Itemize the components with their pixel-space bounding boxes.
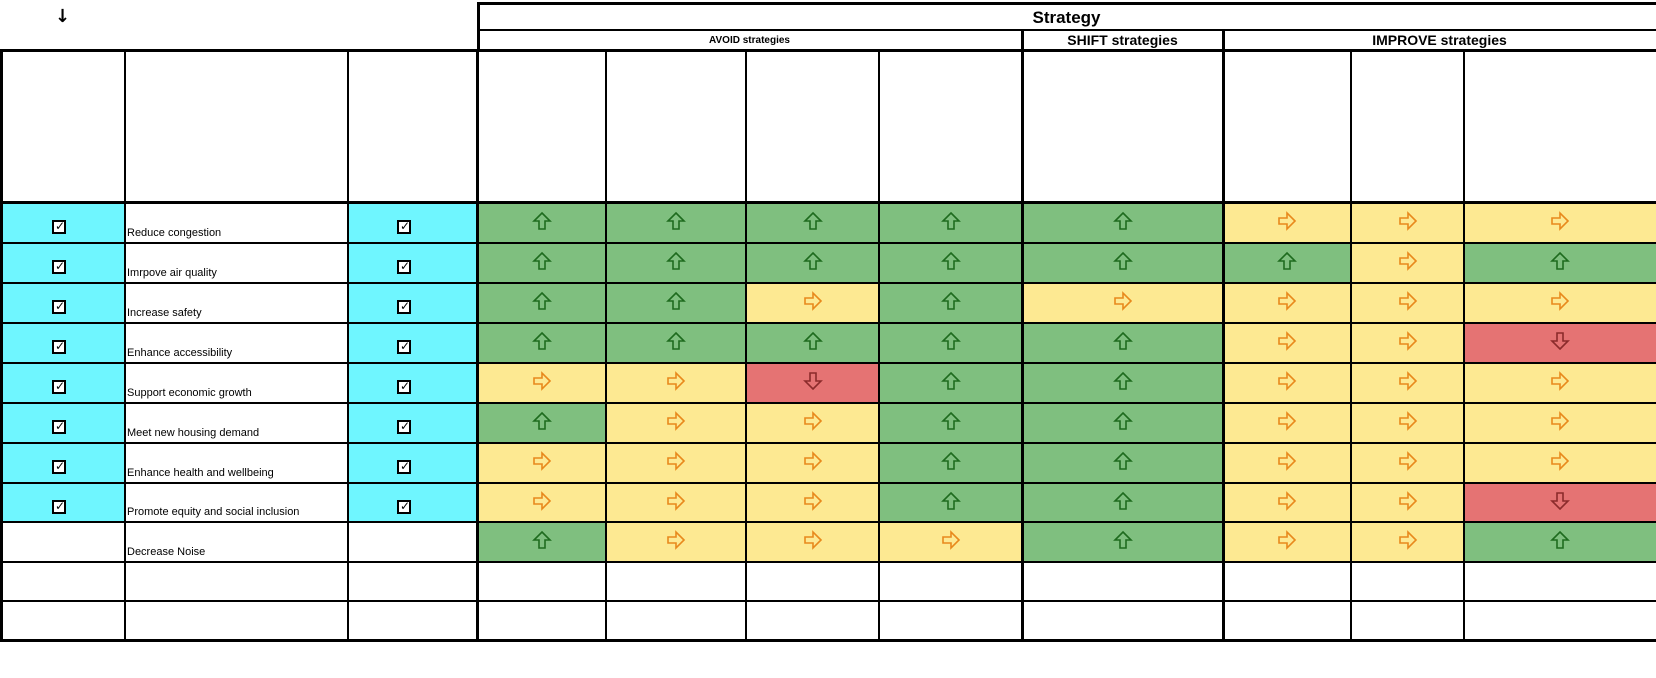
- impact-cell[interactable]: [879, 522, 1022, 562]
- strategy-group-header: AVOID strategies: [709, 35, 790, 46]
- objective-label[interactable]: Decrease Noise: [127, 546, 206, 558]
- objective-label[interactable]: Reduce congestion: [127, 227, 222, 239]
- objective-label[interactable]: Enhance health and wellbeing: [127, 467, 274, 479]
- impact-cell[interactable]: [1223, 403, 1351, 443]
- impact-cell[interactable]: [746, 363, 879, 403]
- impact-cell[interactable]: [1022, 522, 1223, 562]
- grid-line: [1222, 29, 1225, 50]
- strategy-group-header: IMPROVE strategies: [1372, 32, 1507, 48]
- impact-cell[interactable]: [477, 522, 606, 562]
- impact-cell-empty[interactable]: [879, 601, 1022, 640]
- arrow-up-icon: [666, 331, 686, 356]
- arrow-up-icon: [941, 451, 961, 476]
- grid-line: [0, 49, 1656, 52]
- grid-line: [124, 51, 126, 641]
- objective-label[interactable]: Support economic growth: [127, 387, 252, 399]
- impact-cell[interactable]: [606, 323, 746, 363]
- impact-cell[interactable]: [746, 243, 879, 283]
- arrow-up-icon: [1113, 251, 1133, 276]
- impact-cell[interactable]: [606, 203, 746, 243]
- arrow-right-icon: [803, 530, 823, 555]
- arrow-up-icon: [941, 211, 961, 236]
- impact-cell-empty[interactable]: [879, 562, 1022, 601]
- arrow-right-icon: [1277, 530, 1297, 555]
- check-mark: ✓: [55, 379, 66, 393]
- checkbox-icon[interactable]: [52, 300, 66, 314]
- arrow-right-icon: [666, 530, 686, 555]
- arrow-right-icon: [803, 411, 823, 436]
- impact-cell-empty[interactable]: [477, 601, 606, 640]
- arrow-up-icon: [803, 331, 823, 356]
- impact-cell[interactable]: [1464, 443, 1656, 483]
- impact-cell[interactable]: [477, 323, 606, 363]
- impact-cell[interactable]: [606, 443, 746, 483]
- checkbox-icon[interactable]: [52, 340, 66, 354]
- grid-line: [347, 51, 349, 641]
- impact-cell[interactable]: [1223, 203, 1351, 243]
- impact-cell[interactable]: [1351, 243, 1464, 283]
- arrow-right-icon: [803, 491, 823, 516]
- impact-cell[interactable]: [606, 522, 746, 562]
- impact-cell[interactable]: [879, 403, 1022, 443]
- arrow-up-icon: [1113, 451, 1133, 476]
- arrow-right-icon: [1277, 451, 1297, 476]
- arrow-right-icon: [666, 411, 686, 436]
- arrow-right-icon: [1398, 331, 1418, 356]
- impact-cell[interactable]: [746, 522, 879, 562]
- arrow-right-icon: [1550, 291, 1570, 316]
- check-mark: ✓: [55, 339, 66, 353]
- arrow-up-icon: [1113, 530, 1133, 555]
- strategy-title: Strategy: [1032, 8, 1101, 27]
- impact-cell[interactable]: [1223, 522, 1351, 562]
- impact-cell[interactable]: [606, 243, 746, 283]
- arrow-up-icon: [532, 291, 552, 316]
- impact-cell[interactable]: [1022, 483, 1223, 522]
- arrow-right-icon: [1277, 371, 1297, 396]
- check-mark: ✓: [55, 459, 66, 473]
- impact-cell-empty[interactable]: [1464, 601, 1656, 640]
- grid-line: [1463, 51, 1465, 641]
- grid-line: [477, 2, 1656, 5]
- impact-cell-empty[interactable]: [746, 562, 879, 601]
- impact-cell[interactable]: [606, 363, 746, 403]
- arrow-right-icon: [532, 371, 552, 396]
- impact-cell-empty[interactable]: [1351, 601, 1464, 640]
- impact-cell[interactable]: [1464, 243, 1656, 283]
- arrow-right-icon: [1398, 371, 1418, 396]
- impact-cell[interactable]: [1223, 483, 1351, 522]
- grid-line: [0, 482, 1656, 484]
- arrow-right-icon: [1550, 451, 1570, 476]
- arrow-right-icon: [532, 491, 552, 516]
- arrow-up-icon: [666, 291, 686, 316]
- impact-cell[interactable]: [1351, 363, 1464, 403]
- objective-label[interactable]: Imrpove air quality: [127, 267, 217, 279]
- check-mark: ✓: [55, 259, 66, 273]
- grid-line: [0, 521, 1656, 523]
- impact-cell[interactable]: [477, 203, 606, 243]
- impact-cell[interactable]: [606, 483, 746, 522]
- impact-cell[interactable]: [1351, 483, 1464, 522]
- impact-cell[interactable]: [477, 243, 606, 283]
- checkbox-icon[interactable]: [397, 500, 411, 514]
- tick-default-cell[interactable]: [347, 363, 477, 403]
- impact-cell[interactable]: [1464, 323, 1656, 363]
- strategy-group-header: SHIFT strategies: [1067, 32, 1178, 48]
- impact-cell[interactable]: [1464, 522, 1656, 562]
- impact-cell[interactable]: [1464, 363, 1656, 403]
- tick-default-cell[interactable]: [347, 203, 477, 243]
- checkbox-icon[interactable]: [397, 260, 411, 274]
- arrow-down-icon: [1550, 491, 1570, 516]
- impact-cell[interactable]: [1351, 522, 1464, 562]
- impact-cell[interactable]: [1223, 443, 1351, 483]
- arrow-up-icon: [1277, 251, 1297, 276]
- arrow-down-icon: ↓: [55, 6, 71, 27]
- check-mark: ✓: [55, 219, 66, 233]
- grid-line: [0, 442, 1656, 444]
- grid-line: [878, 51, 880, 641]
- grid-line: [0, 51, 3, 641]
- grid-line: [0, 201, 1656, 204]
- arrow-right-icon: [1550, 411, 1570, 436]
- checkbox-icon[interactable]: [52, 220, 66, 234]
- arrow-right-icon: [1398, 530, 1418, 555]
- impact-cell-empty[interactable]: [1022, 601, 1223, 640]
- impact-cell[interactable]: [746, 443, 879, 483]
- impact-cell[interactable]: [1351, 443, 1464, 483]
- impact-cell[interactable]: [1223, 323, 1351, 363]
- impact-cell[interactable]: [1022, 203, 1223, 243]
- checkbox-icon[interactable]: [52, 420, 66, 434]
- check-mark: ✓: [55, 419, 66, 433]
- impact-cell[interactable]: [1022, 443, 1223, 483]
- checkbox-icon[interactable]: [52, 460, 66, 474]
- tick-default-cell[interactable]: [347, 323, 477, 363]
- grid-line: [0, 639, 1656, 642]
- grid-line: [1021, 51, 1024, 641]
- impact-cell[interactable]: [746, 483, 879, 522]
- grid-line: [477, 2, 480, 50]
- arrow-up-icon: [803, 211, 823, 236]
- arrow-right-icon: [666, 491, 686, 516]
- grid-line: [477, 29, 1656, 31]
- arrow-up-icon: [532, 530, 552, 555]
- impact-cell[interactable]: [746, 283, 879, 323]
- arrow-right-icon: [1550, 371, 1570, 396]
- arrow-up-icon: [803, 251, 823, 276]
- grid-line: [0, 282, 1656, 284]
- impact-cell[interactable]: [606, 403, 746, 443]
- arrow-up-icon: [941, 331, 961, 356]
- checkbox-icon[interactable]: [52, 380, 66, 394]
- arrow-right-icon: [1398, 491, 1418, 516]
- impact-cell[interactable]: [879, 283, 1022, 323]
- objective-label[interactable]: Increase safety: [127, 307, 202, 319]
- impact-cell[interactable]: [1022, 363, 1223, 403]
- check-mark: ✓: [400, 299, 411, 313]
- check-mark: ✓: [55, 299, 66, 313]
- arrow-down-icon: [1550, 331, 1570, 356]
- impact-cell[interactable]: [1464, 283, 1656, 323]
- check-mark: ✓: [55, 499, 66, 513]
- impact-cell-empty[interactable]: [606, 601, 746, 640]
- arrow-right-icon: [1398, 211, 1418, 236]
- arrow-right-icon: [941, 530, 961, 555]
- arrow-up-icon: [1113, 491, 1133, 516]
- arrow-up-icon: [941, 491, 961, 516]
- impact-cell-empty[interactable]: [1464, 562, 1656, 601]
- arrow-up-icon: [1113, 331, 1133, 356]
- arrow-right-icon: [1277, 491, 1297, 516]
- impact-cell[interactable]: [879, 203, 1022, 243]
- impact-cell[interactable]: [477, 363, 606, 403]
- tick-default-cell[interactable]: [347, 483, 477, 522]
- arrow-up-icon: [941, 291, 961, 316]
- check-mark: ✓: [400, 419, 411, 433]
- impact-cell[interactable]: [1351, 203, 1464, 243]
- arrow-up-icon: [532, 331, 552, 356]
- impact-cell[interactable]: [1351, 403, 1464, 443]
- objective-label[interactable]: Promote equity and social inclusion: [127, 506, 300, 518]
- impact-cell[interactable]: [879, 483, 1022, 522]
- tick-default-cell[interactable]: [347, 283, 477, 323]
- arrow-right-icon: [1398, 451, 1418, 476]
- impact-cell[interactable]: [879, 443, 1022, 483]
- impact-cell[interactable]: [477, 403, 606, 443]
- arrow-right-icon: [1398, 411, 1418, 436]
- impact-cell[interactable]: [1022, 243, 1223, 283]
- arrow-right-icon: [1277, 211, 1297, 236]
- tick-default-cell[interactable]: [347, 443, 477, 483]
- checkbox-icon[interactable]: [397, 340, 411, 354]
- arrow-right-icon: [666, 371, 686, 396]
- impact-cell[interactable]: [1223, 363, 1351, 403]
- impact-cell[interactable]: [746, 323, 879, 363]
- arrow-up-icon: [1113, 411, 1133, 436]
- objective-label[interactable]: Meet new housing demand: [127, 427, 260, 439]
- grid-line: [0, 402, 1656, 404]
- impact-cell[interactable]: [1022, 323, 1223, 363]
- arrow-up-icon: [532, 411, 552, 436]
- grid-line: [1021, 29, 1024, 50]
- impact-cell[interactable]: [879, 323, 1022, 363]
- impact-cell[interactable]: [606, 283, 746, 323]
- objective-label[interactable]: Enhance accessibility: [127, 347, 233, 359]
- arrow-up-icon: [941, 371, 961, 396]
- check-mark: ✓: [400, 339, 411, 353]
- checkbox-icon[interactable]: [397, 460, 411, 474]
- impact-cell[interactable]: [1464, 403, 1656, 443]
- arrow-right-icon: [666, 451, 686, 476]
- arrow-up-icon: [1550, 530, 1570, 555]
- checkbox-icon[interactable]: [397, 420, 411, 434]
- arrow-up-icon: [666, 251, 686, 276]
- impact-cell[interactable]: [879, 363, 1022, 403]
- grid-line: [476, 51, 479, 641]
- arrow-up-icon: [941, 411, 961, 436]
- impact-cell-empty[interactable]: [1351, 562, 1464, 601]
- arrow-right-icon: [1398, 251, 1418, 276]
- check-mark: ✓: [400, 379, 411, 393]
- checkbox-icon[interactable]: [397, 380, 411, 394]
- impact-cell-empty[interactable]: [606, 562, 746, 601]
- impact-cell[interactable]: [879, 243, 1022, 283]
- impact-cell[interactable]: [1022, 403, 1223, 443]
- impact-cell[interactable]: [477, 283, 606, 323]
- check-mark: ✓: [400, 459, 411, 473]
- grid-line: [0, 362, 1656, 364]
- check-mark: ✓: [400, 219, 411, 233]
- checkbox-icon[interactable]: [52, 260, 66, 274]
- impact-cell[interactable]: [477, 443, 606, 483]
- arrow-right-icon: [1277, 291, 1297, 316]
- tick-default-cell[interactable]: [347, 243, 477, 283]
- arrow-up-icon: [1113, 211, 1133, 236]
- arrow-right-icon: [532, 451, 552, 476]
- checkbox-icon[interactable]: [397, 220, 411, 234]
- impact-cell-empty[interactable]: [746, 601, 879, 640]
- arrow-up-icon: [941, 251, 961, 276]
- grid-line: [605, 51, 607, 641]
- arrow-right-icon: [1550, 211, 1570, 236]
- grid-line: [745, 51, 747, 641]
- arrow-up-icon: [532, 251, 552, 276]
- impact-cell-empty[interactable]: [477, 562, 606, 601]
- grid-line: [0, 600, 1656, 602]
- impact-cell-empty[interactable]: [1022, 562, 1223, 601]
- impact-cell[interactable]: [746, 403, 879, 443]
- check-mark: ✓: [400, 499, 411, 513]
- impact-cell[interactable]: [1464, 483, 1656, 522]
- arrow-right-icon: [1113, 291, 1133, 316]
- arrow-up-icon: [532, 211, 552, 236]
- impact-cell[interactable]: [477, 483, 606, 522]
- impact-cell[interactable]: [1223, 243, 1351, 283]
- checkbox-icon[interactable]: [397, 300, 411, 314]
- impact-cell[interactable]: [1351, 283, 1464, 323]
- grid-line: [1222, 51, 1225, 641]
- arrow-right-icon: [1398, 291, 1418, 316]
- arrow-down-icon: [803, 371, 823, 396]
- impact-cell[interactable]: [746, 203, 879, 243]
- grid-line: [0, 561, 1656, 563]
- arrow-up-icon: [1113, 371, 1133, 396]
- impact-cell[interactable]: [1223, 283, 1351, 323]
- check-mark: ✓: [400, 259, 411, 273]
- arrow-right-icon: [803, 291, 823, 316]
- impact-cell[interactable]: [1351, 323, 1464, 363]
- arrow-up-icon: [1550, 251, 1570, 276]
- impact-cell-empty[interactable]: [1223, 562, 1351, 601]
- tick-default-cell[interactable]: [347, 403, 477, 443]
- arrow-right-icon: [1277, 331, 1297, 356]
- arrow-right-icon: [1277, 411, 1297, 436]
- arrow-up-icon: [666, 211, 686, 236]
- arrow-right-icon: [803, 451, 823, 476]
- grid-line: [0, 242, 1656, 244]
- impact-cell[interactable]: [1022, 283, 1223, 323]
- checkbox-icon[interactable]: [52, 500, 66, 514]
- impact-cell[interactable]: [1464, 203, 1656, 243]
- grid-line: [1350, 51, 1352, 641]
- grid-line: [0, 322, 1656, 324]
- impact-cell-empty[interactable]: [1223, 601, 1351, 640]
